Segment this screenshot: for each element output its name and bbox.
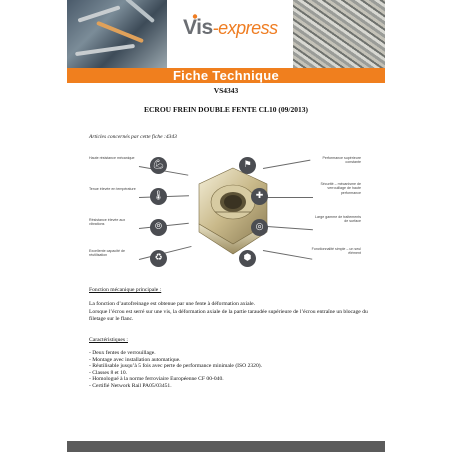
feature-left-2: Tenue élevée en température xyxy=(89,187,136,191)
characteristics-list xyxy=(89,350,262,390)
mechanical-paragraph-2: Lorsque l’écrou est serré sur une vis, la déformation axiale de la partie taraudée supérieure de l’écrou entraîne un blocage du filetage sur le flanc. xyxy=(89,309,368,323)
washers-icon: ◎ xyxy=(251,219,268,236)
feature-left-4: Excellente capacité de réutilisation xyxy=(89,249,125,258)
reference-code: VS4343 xyxy=(213,86,239,95)
checkered-flag-icon: ⚑ xyxy=(239,157,256,174)
feature-right-3: Large gamme de traitements de surface xyxy=(315,215,361,224)
mechanical-title: Fonction mécanique principale : xyxy=(89,287,162,293)
recycle-icon: ♻︎ xyxy=(150,250,167,267)
feature-right-2: Sécurité – mécanisme de verrouillage de haute performance xyxy=(320,182,361,195)
screws-photo xyxy=(293,0,385,68)
logo-accent: -express xyxy=(212,18,278,38)
feature-left-1: Haute résistance mécanique xyxy=(89,156,135,160)
features-diagram xyxy=(67,150,385,275)
hex-nut-icon: ⬢ xyxy=(239,250,256,267)
logo-main: Vis xyxy=(183,16,213,39)
lock-nut-image xyxy=(185,160,281,260)
articles-note: Articles concernés par cette fiche :4343 xyxy=(89,134,177,140)
header xyxy=(67,0,385,68)
product-title: ECROU FREIN DOUBLE FENTE CL10 (09/2013) xyxy=(144,105,308,114)
list-item: - Classes 8 et 10. xyxy=(89,369,128,376)
datasheet-page xyxy=(67,0,385,452)
safety-cross-icon: ✚ xyxy=(251,188,268,205)
mechanical-paragraph-1: La fonction d’autofreinage est obtenue par une fente à déformation axiale. xyxy=(89,301,256,307)
thermometer-icon: 🌡︎ xyxy=(150,188,167,205)
feature-left-3: Résistance élevée aux vibrations xyxy=(89,218,126,227)
feature-right-1: Performance supérieure constante xyxy=(322,156,361,165)
list-item: - Deux fentes de verrouillage. xyxy=(89,350,156,356)
flexed-arm-icon: 💪︎ xyxy=(150,157,167,174)
characteristics-title: Caractéristiques : xyxy=(89,337,128,343)
list-item: - Homologué à la norme ferroviaire Européenne CF 00-040. xyxy=(89,376,224,383)
footer-bar xyxy=(67,441,385,452)
tools-photo xyxy=(67,0,167,68)
list-item: - Réutilisable jusqu’à 5 fois avec perte de performance minimale (ISO 2320). xyxy=(89,363,263,370)
list-item: - Montage avec installation automatique. xyxy=(89,356,181,363)
vis-express-logo xyxy=(167,0,293,68)
list-item: - Certifié Network Rail PA05/03451. xyxy=(89,382,172,389)
vibration-icon: ⦾ xyxy=(150,219,167,236)
banner-title: Fiche Technique xyxy=(172,68,280,83)
feature-right-4: Fonctionnalité simple – un seul élément xyxy=(311,247,361,256)
